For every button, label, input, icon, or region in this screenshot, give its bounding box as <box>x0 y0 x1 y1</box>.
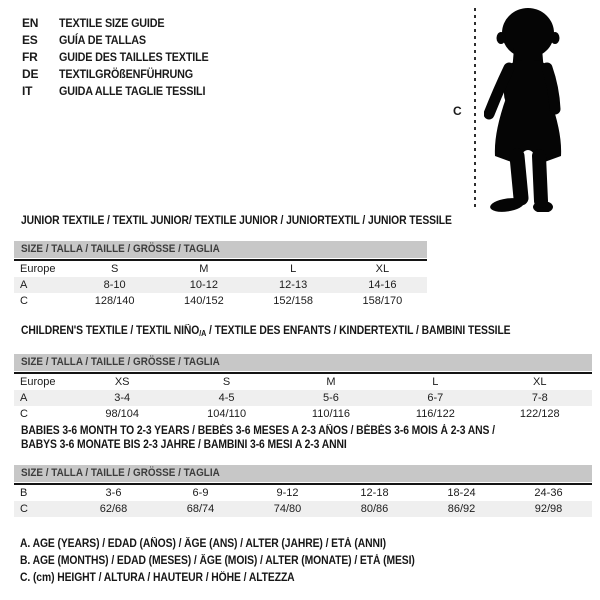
measure-label: A <box>20 392 28 404</box>
language-code: DE <box>22 67 39 81</box>
table-title-text: / TEXTILE DES ENFANTS / KINDERTEXTIL / BAMBINI TESSILE <box>206 325 511 337</box>
height-measure-line <box>474 8 476 208</box>
size-table-section <box>14 214 452 309</box>
language-row <box>22 83 225 100</box>
measure-cell: 86/92 <box>447 503 476 515</box>
baby-silhouette-icon <box>484 6 572 212</box>
language-row <box>22 15 225 32</box>
measure-cell: 10-12 <box>189 279 218 291</box>
measure-cell: 128/140 <box>94 295 135 307</box>
legend-text: A. AGE (YEARS) / EDAD (AÑOS) / ÂGE (ANS) / ALTER (JAHRE) / ETÀ (ANNI) <box>20 538 387 550</box>
table-title-text: BABIES 3-6 MONTH TO 2-3 YEARS / BEBÉS 3-6 MESES A 2-3 AÑOS / BÉBÉS 3-6 MOIS À 2-3 ANS / <box>21 425 495 437</box>
measure-label: B <box>20 487 28 499</box>
measure-row <box>14 390 592 406</box>
size-cell: L <box>290 263 297 275</box>
measure-cell: 6-9 <box>192 487 209 499</box>
measure-cell: 14-16 <box>368 279 397 291</box>
measure-row <box>14 484 592 501</box>
measure-cell: 3-4 <box>114 392 131 404</box>
language-label: GUIDA ALLE TAGLIE TESSILI <box>59 84 206 98</box>
language-code: IT <box>22 84 33 98</box>
size-header-bar <box>14 465 592 482</box>
table-title-text: BABYS 3-6 MONATE BIS 2-3 JAHRE / BAMBINI 3-6 MESI A 2-3 ANNI <box>21 439 347 451</box>
table-title-line <box>21 424 495 438</box>
size-table-section <box>14 324 592 422</box>
measure-cell: 18-24 <box>447 487 476 499</box>
size-cell: M <box>326 376 336 388</box>
measure-cell: 24-36 <box>534 487 563 499</box>
size-cell: S <box>222 376 231 388</box>
language-row <box>22 66 225 83</box>
size-cell: XL <box>533 376 547 388</box>
measure-row <box>14 293 427 309</box>
measure-cell: 104/110 <box>207 408 247 420</box>
measure-row <box>14 406 592 422</box>
size-table <box>14 483 592 517</box>
measure-cell: 74/80 <box>273 503 302 515</box>
language-row <box>22 32 225 49</box>
language-label: TEXTILE SIZE GUIDE <box>59 16 165 30</box>
measure-cell: 68/74 <box>186 503 215 515</box>
legend-item <box>20 553 459 570</box>
size-table <box>14 372 592 422</box>
size-cell: S <box>110 263 119 275</box>
size-cell: XL <box>375 263 390 275</box>
measure-cell: 12-18 <box>360 487 389 499</box>
size-header-label: SIZE / TALLA / TAILLE / GRÖSSE / TAGLIA <box>21 467 220 479</box>
measure-cell: 9-12 <box>276 487 299 499</box>
region-label: Europe <box>20 376 56 388</box>
table-title-text: JUNIOR TEXTILE / TEXTIL JUNIOR/ TEXTILE JUNIOR / JUNIORTEXTIL / JUNIOR TESSILE <box>21 215 452 227</box>
legend-item <box>20 570 459 587</box>
table-title-line <box>21 438 347 452</box>
table-title-text: /A <box>199 329 207 338</box>
measure-cell: 122/128 <box>519 408 560 420</box>
measure-cell: 7-8 <box>531 392 548 404</box>
language-label: GUÍA DE TALLAS <box>59 33 146 47</box>
size-cell: M <box>199 263 209 275</box>
measure-cell: 12-13 <box>279 279 308 291</box>
language-label: GUIDE DES TAILLES TEXTILE <box>59 50 209 64</box>
measure-cell: 8-10 <box>103 279 126 291</box>
size-header-label: SIZE / TALLA / TAILLE / GRÖSSE / TAGLIA <box>21 243 220 255</box>
measure-cell: 116/122 <box>415 408 455 420</box>
measure-label: C <box>20 408 28 420</box>
table-title <box>14 424 592 452</box>
size-row-header <box>14 373 592 390</box>
language-list <box>22 15 225 100</box>
size-header-bar <box>14 354 592 371</box>
measure-cell: 62/68 <box>99 503 128 515</box>
language-code: EN <box>22 16 39 30</box>
size-cell: L <box>432 376 439 388</box>
table-title-line <box>21 324 511 341</box>
language-code: FR <box>22 50 38 64</box>
legend-text: C. (cm) HEIGHT / ALTURA / HAUTEUR / HÖHE / ALTEZZA <box>20 572 295 584</box>
table-title <box>14 214 452 228</box>
size-header-bar <box>14 241 427 258</box>
measure-cell: 4-5 <box>218 392 235 404</box>
size-table <box>14 259 427 309</box>
measure-cell: 98/104 <box>105 408 140 420</box>
measure-row <box>14 501 592 517</box>
measure-cell: 92/98 <box>534 503 563 515</box>
language-label: TEXTILGRÖßENFÜHRUNG <box>59 67 193 81</box>
measure-cell: 3-6 <box>105 487 122 499</box>
measure-cell: 6-7 <box>427 392 444 404</box>
measure-cell: 158/170 <box>362 295 403 307</box>
language-code: ES <box>22 33 38 47</box>
baby-figure <box>440 0 600 220</box>
language-row <box>22 49 225 66</box>
table-title-line <box>21 214 452 228</box>
measure-label: C <box>20 295 28 307</box>
measure-row <box>14 277 427 293</box>
measurement-legend <box>20 536 459 587</box>
measure-cell: 140/152 <box>183 295 224 307</box>
measure-cell: 152/158 <box>273 295 313 307</box>
size-header-label: SIZE / TALLA / TAILLE / GRÖSSE / TAGLIA <box>21 356 220 368</box>
height-measure-label: C <box>453 104 462 118</box>
measure-label: A <box>20 279 28 291</box>
measure-cell: 110/116 <box>311 408 351 420</box>
legend-item <box>20 536 459 553</box>
size-cell: XS <box>114 376 130 388</box>
measure-label: C <box>20 503 28 515</box>
legend-text: B. AGE (MONTHS) / EDAD (MESES) / ÂGE (MOIS) / ALTER (MONATE) / ETÀ (MESI) <box>20 555 415 567</box>
size-table-section <box>14 424 592 517</box>
size-row-header <box>14 260 427 277</box>
table-title-text: CHILDREN'S TEXTILE / TEXTIL NIÑO <box>21 325 200 337</box>
region-label: Europe <box>20 263 56 275</box>
measure-cell: 5-6 <box>323 392 339 404</box>
table-title <box>14 324 592 341</box>
measure-cell: 80/86 <box>360 503 389 515</box>
